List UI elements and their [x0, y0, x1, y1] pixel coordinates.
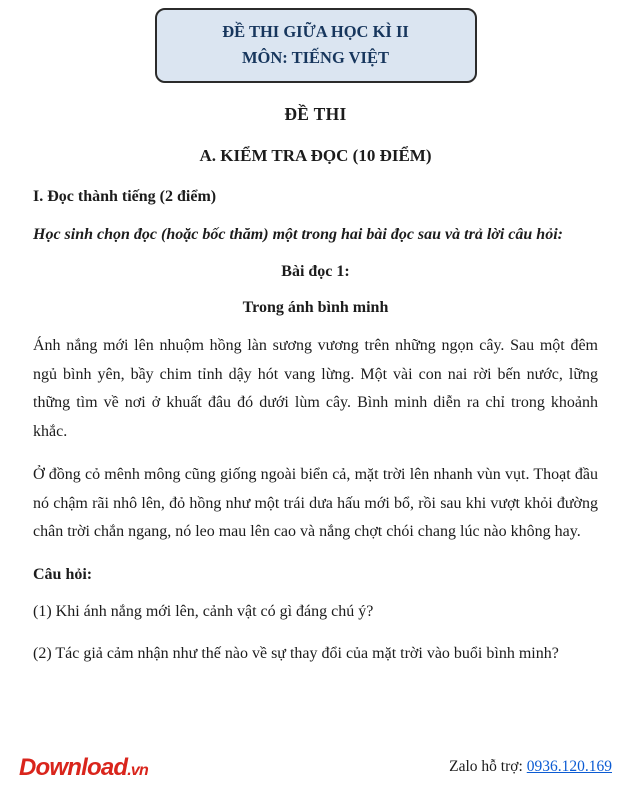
reading-paragraph-1: Ánh nắng mới lên nhuộm hồng làn sương vương trên những ngọn cây. Sau một đêm ngủ bình yên, bầy chim tỉnh dậy hót vang lừng. Một vài con nai rời bến nước, lững thững tìm về nơi ở khuất đâu đó dưới lùm cây. Bình minh diễn ra chỉ trong khoảnh khắc. — [33, 337, 598, 440]
downloadvn-logo — [19, 756, 148, 780]
questions-heading: Câu hỏi: — [33, 565, 93, 583]
question-1: (1) Khi ánh nắng mới lên, cảnh vật có gì đáng chú ý? — [33, 602, 374, 620]
logo-main-text: Download — [19, 754, 128, 781]
instruction-text: Học sinh chọn đọc (hoặc bốc thăm) một trong hai bài đọc sau và trả lời câu hỏi: — [33, 226, 563, 243]
document-title: ĐỀ THI — [284, 104, 347, 124]
reading-label: Bài đọc 1: — [281, 263, 350, 280]
zalo-support — [449, 758, 612, 776]
zalo-support-label: Zalo hỗ trợ: — [449, 758, 523, 775]
logo-suffix-text: .vn — [127, 762, 148, 779]
zalo-phone-link[interactable]: 0936.120.169 — [526, 758, 612, 775]
exam-header-line1: ĐỀ THI GIỮA HỌC KÌ II — [222, 22, 409, 41]
page-footer — [0, 752, 631, 782]
exam-header-line2: MÔN: TIẾNG VIỆT — [241, 48, 389, 67]
part1-heading: I. Đọc thành tiếng (2 điểm) — [33, 188, 217, 205]
reading-title: Trong ánh bình minh — [242, 299, 389, 316]
exam-header-box — [155, 8, 477, 83]
reading-paragraph-2: Ở đồng cỏ mênh mông cũng giống ngoài biển cả, mặt trời lên nhanh vùn vụt. Thoạt đầu nó chậm rãi nhô lên, đỏ hồng như một trái dưa hấu mới bổ, rồi sau khi vượt khỏi đường chân trời chắn ngang, nó leo mau lên cao và nắng chợt chói chang lúc nào không hay. — [33, 466, 598, 540]
question-2: (2) Tác giả cảm nhận như thế nào về sự thay đổi của mặt trời vào buổi bình minh? — [33, 645, 559, 662]
section-a-heading: A. KIỂM TRA ĐỌC (10 ĐIỂM) — [199, 146, 432, 165]
